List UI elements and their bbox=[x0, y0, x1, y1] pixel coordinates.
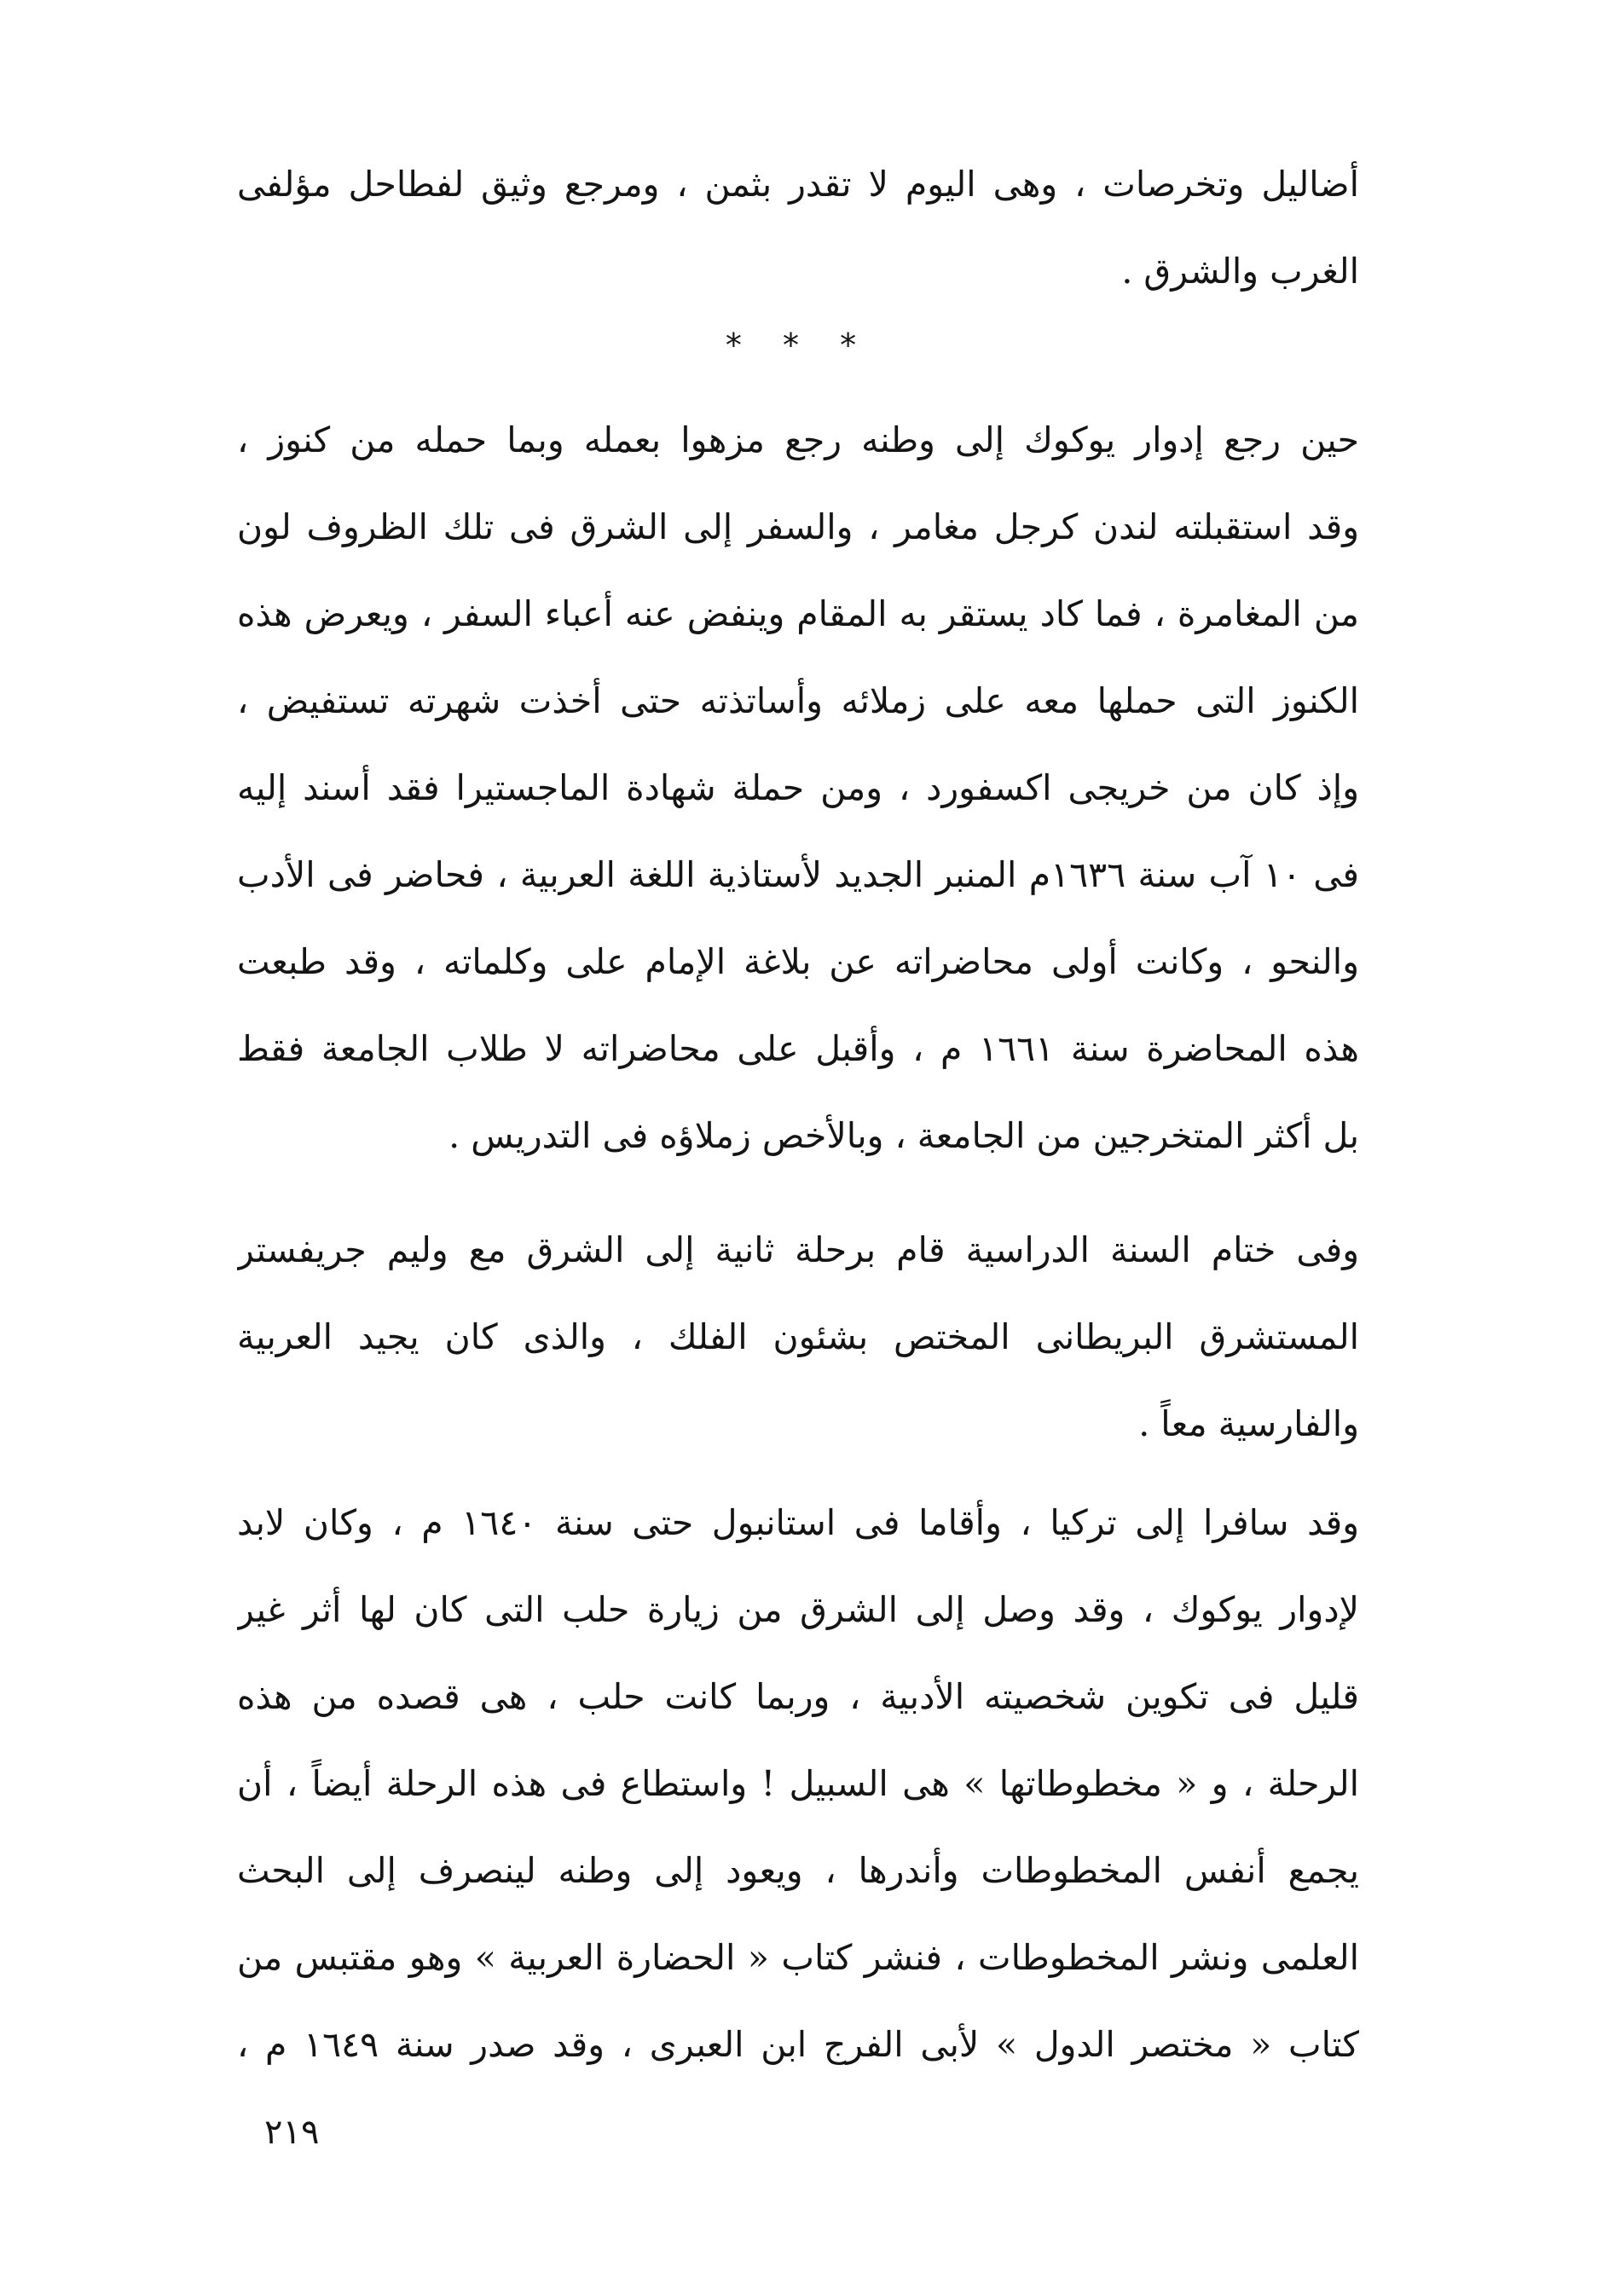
text-line: وقد استقبلته لندن كرجل مغامر ، والسفر إلى الشرق فى تلك الظروف لون bbox=[237, 506, 1359, 547]
text-line: والفارسية معاً . bbox=[1138, 1403, 1359, 1444]
text-line: كتاب « مختصر الدول » لأبى الفرج ابن العبرى ، وقد صدر سنة ١٦٤٩ م ، bbox=[237, 2024, 1359, 2065]
text-line: وإذ كان من خريجى اكسفورد ، ومن حملة شهادة الماجستيرا فقد أسند إليه bbox=[237, 767, 1359, 808]
text-line: يجمع أنفس المخطوطات وأندرها ، ويعود إلى وطنه لينصرف إلى البحث bbox=[237, 1850, 1359, 1891]
text-line: وفى ختام السنة الدراسية قام برحلة ثانية إلى الشرق مع وليم جريفستر bbox=[237, 1229, 1359, 1270]
text-line: بل أكثر المتخرجين من الجامعة ، وبالأخص زملاؤه فى التدريس . bbox=[448, 1115, 1359, 1156]
text-line: قليل فى تكوين شخصيته الأدبية ، وربما كانت حلب ، هى قصده من هذه bbox=[237, 1676, 1359, 1717]
text-line: حين رجع إدوار يوكوك إلى وطنه رجع مزهوا بعمله وبما حمله من كنوز ، bbox=[237, 419, 1359, 460]
text-line: وقد سافرا إلى تركيا ، وأقاما فى استانبول حتى سنة ١٦٤٠ م ، وكان لابد bbox=[237, 1502, 1359, 1543]
section-separator: * * * bbox=[725, 327, 872, 364]
text-line: هذه المحاضرة سنة ١٦٦١ م ، وأقبل على محاضراته لا طلاب الجامعة فقط bbox=[237, 1028, 1359, 1069]
text-line: والنحو ، وكانت أولى محاضراته عن بلاغة الإمام على وكلماته ، وقد طبعت bbox=[237, 941, 1359, 982]
text-line: من المغامرة ، فما كاد يستقر به المقام وينفض عنه أعباء السفر ، ويعرض هذه bbox=[237, 593, 1359, 634]
text-line: الرحلة ، و « مخطوطاتها » هى السبيل ! واستطاع فى هذه الرحلة أيضاً ، أن bbox=[237, 1763, 1359, 1804]
top-paragraph bbox=[237, 141, 1359, 315]
paragraph-1 bbox=[237, 396, 1359, 1179]
text-line: المستشرق البريطانى المختص بشئون الفلك ، والذى كان يجيد العربية bbox=[237, 1316, 1359, 1357]
page-number: ٢١٩ bbox=[264, 2113, 320, 2152]
text-line: لإدوار يوكوك ، وقد وصل إلى الشرق من زيارة حلب التى كان لها أثر غير bbox=[237, 1589, 1359, 1630]
text-line: الكنوز التى حملها معه على زملائه وأساتذته حتى أخذت شهرته تستفيض ، bbox=[237, 680, 1359, 721]
text-line: فى ١٠ آب سنة ١٦٣٦م المنبر الجديد لأستاذية اللغة العربية ، فحاضر فى الأدب bbox=[237, 854, 1359, 895]
text-line: الغرب والشرق . bbox=[1121, 251, 1359, 292]
paragraph-2 bbox=[237, 1206, 1359, 1467]
text-line: العلمى ونشر المخطوطات ، فنشر كتاب « الحضارة العربية » وهو مقتبس من bbox=[237, 1937, 1359, 1978]
paragraph-3 bbox=[237, 1479, 1359, 2088]
text-line: أضاليل وتخرصات ، وهى اليوم لا تقدر بثمن ، ومرجع وثيق لفطاحل مؤلفى bbox=[237, 164, 1359, 205]
